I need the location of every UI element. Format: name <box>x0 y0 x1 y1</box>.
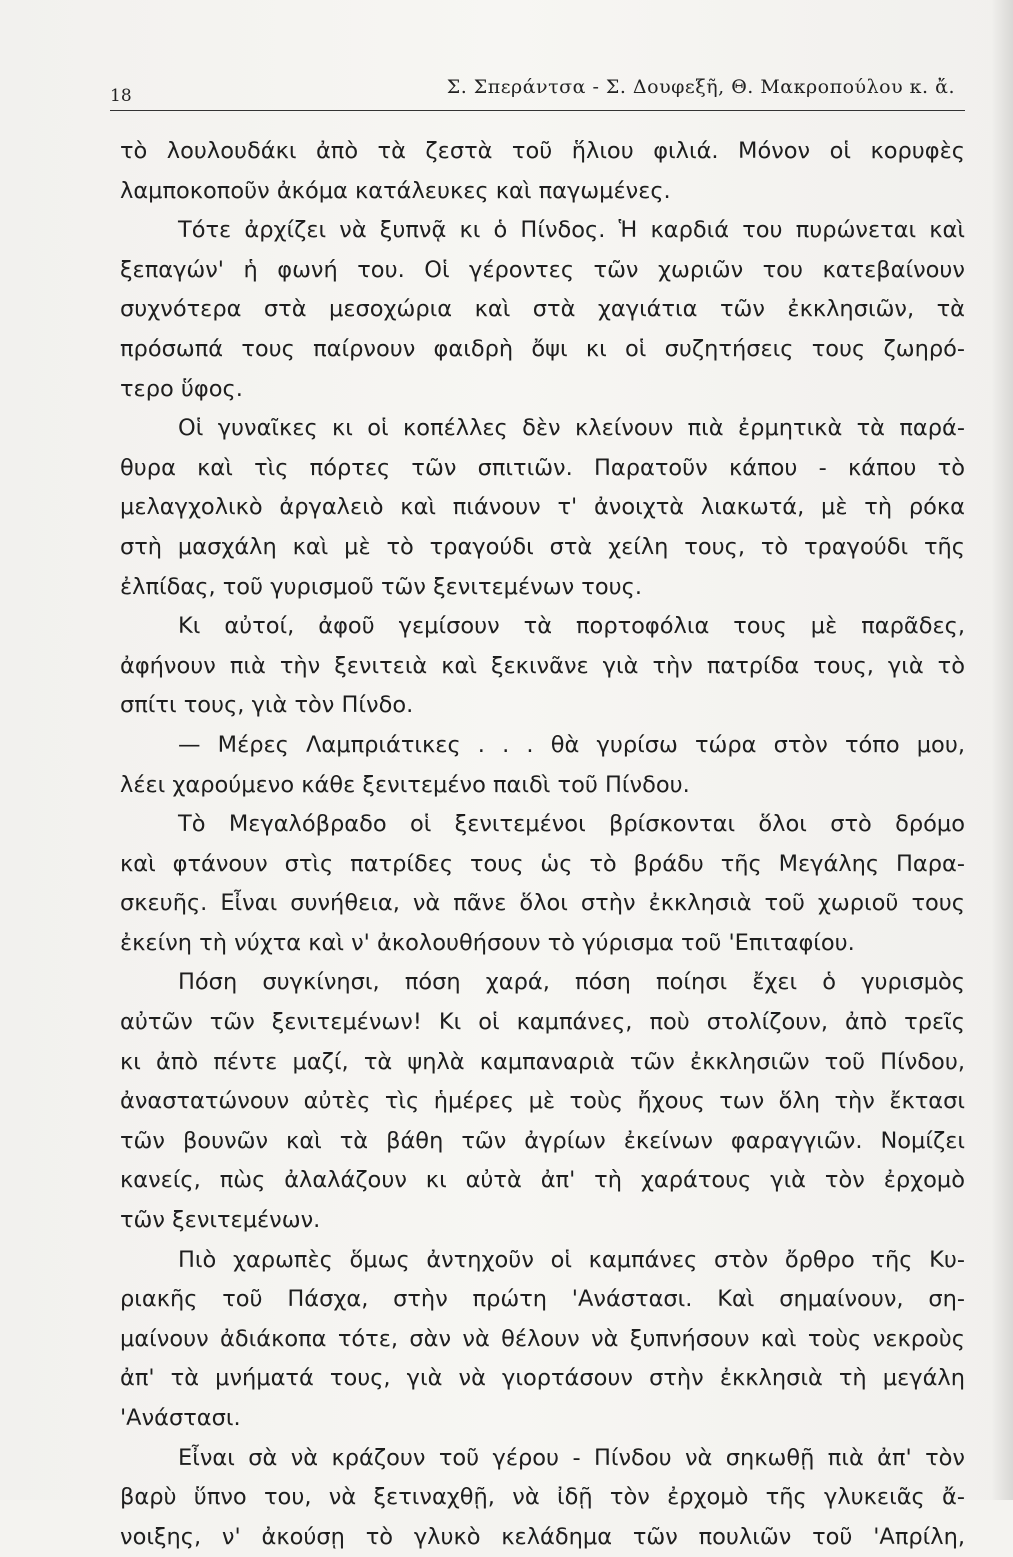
text-line: συχνότερα στὰ μεσοχώρια καὶ στὰ χαγιάτια τῶν ἐκκλησιῶν, τὰ <box>120 296 965 323</box>
text-line: θυρα καὶ τὶς πόρτες τῶν σπιτιῶν. Παρατοῦν κάπου - κάπου τὸ <box>120 454 965 481</box>
body-text <box>120 132 965 1557</box>
text-line: μαίνουν ἀδιάκοπα τότε, σὰν νὰ θέλουν νὰ ξυπνήσουν καὶ τοὺς νεκροὺς <box>120 1325 965 1352</box>
text-line: τερο ὕφος. <box>120 375 243 402</box>
text-line: κι ἀπὸ πέντε μαζί, τὰ ψηλὰ καμπαναριὰ τῶν ἐκκλησιῶν τοῦ Πίνδου, <box>120 1048 965 1075</box>
text-line: ἀφήνουν πιὰ τὴν ξενιτειὰ καὶ ξεκινᾶνε γιὰ τὴν πατρίδα τους, γιὰ τὸ <box>120 652 965 679</box>
text-line: 'Ανάστασι. <box>120 1405 241 1431</box>
text-line: σκευῆς. Εἶναι συνήθεια, νὰ πᾶνε ὅλοι στὴν ἐκκλησιὰ τοῦ χωριοῦ τους <box>120 890 965 917</box>
text-line: Πόση συγκίνησι, πόση χαρά, πόση ποίησι ἔχει ὁ γυρισμὸς <box>178 969 965 996</box>
text-line: λέει χαρούμενο κάθε ξενιτεμένο παιδὶ τοῦ Πίνδου. <box>120 771 690 798</box>
text-line: τῶν ξενιτεμένων. <box>120 1207 321 1234</box>
text-line: ἀπ' τὰ μνήματά τους, γιὰ νὰ γιορτάσουν στὴν ἐκκλησιὰ τὴ μεγάλη <box>120 1365 965 1392</box>
text-line: Εἶναι σὰ νὰ κράζουν τοῦ γέρου - Πίνδου νὰ σηκωθῇ πιὰ ἀπ' τὸν <box>178 1444 965 1471</box>
text-line: Τότε ἀρχίζει νὰ ξυπνᾷ κι ὁ Πίνδος. Ἡ καρδιά του πυρώνεται καὶ <box>178 217 965 244</box>
text-line: καὶ φτάνουν στὶς πατρίδες τους ὡς τὸ βράδυ τῆς Μεγάλης Παρα- <box>120 850 965 877</box>
text-line: πρόσωπά τους παίρνουν φαιδρὴ ὄψι κι οἱ συζητήσεις τους ζωηρό- <box>120 335 965 362</box>
text-line: Πιὸ χαρωπὲς ὅμως ἀντηχοῦν οἱ καμπάνες στὸν ὄρθρο τῆς Κυ- <box>178 1246 965 1273</box>
text-line: ξεπαγών' ἡ φωνή του. Οἱ γέροντες τῶν χωριῶν του κατεβαίνουν <box>120 256 965 283</box>
text-line: ἐκείνη τὴ νύχτα καὶ ν' ἀκολουθήσουν τὸ γύρισμα τοῦ 'Επιταφίου. <box>120 929 855 956</box>
text-line: τὸ λουλουδάκι ἀπὸ τὰ ζεστὰ τοῦ ἥλιου φιλιά. Μόνον οἱ κορυφὲς <box>120 138 965 164</box>
page-header <box>110 70 965 111</box>
text-line: ἐλπίδας, τοῦ γυρισμοῦ τῶν ξενιτεμένων τους. <box>120 573 642 600</box>
text-line: Οἱ γυναῖκες κι οἱ κοπέλλες δὲν κλείνουν πιὰ ἐρμητικὰ τὰ παρά- <box>178 415 965 442</box>
running-head: Σ. Σπεράντσα - Σ. Δουφεξῆ, Θ. Μακροπούλου κ. ἄ. <box>446 76 955 98</box>
text-line: τῶν βουνῶν καὶ τὰ βάθη τῶν ἀγρίων ἐκείνων φαραγγιῶν. Νομίζει <box>120 1127 965 1154</box>
page-number: 18 <box>110 86 132 106</box>
text-line: μελαγχολικὸ ἀργαλειὸ καὶ πιάνουν τ' ἀνοιχτὰ λιακωτά, μὲ τὴ ρόκα <box>120 494 965 521</box>
text-line: ἀναστατώνουν αὐτὲς τὶς ἡμέρες μὲ τοὺς ἤχους των ὅλη τὴν ἔκτασι <box>120 1088 965 1115</box>
text-line: στὴ μασχάλη καὶ μὲ τὸ τραγούδι στὰ χείλη τους, τὸ τραγούδι τῆς <box>120 533 965 560</box>
text-line: βαρὺ ὕπνο του, νὰ ξετιναχθῇ, νὰ ἰδῇ τὸν ἐρχομὸ τῆς γλυκειᾶς ἄ- <box>120 1484 965 1511</box>
text-line: νοιξης, ν' ἀκούσῃ τὸ γλυκὸ κελάδημα τῶν πουλιῶν τοῦ 'Απρίλη, <box>120 1523 965 1550</box>
text-line: σπίτι τους, γιὰ τὸν Πίνδο. <box>120 692 414 719</box>
text-line: λαμποκοποῦν ἀκόμα κατάλευκες καὶ παγωμένες. <box>120 177 671 204</box>
text-line: ριακῆς τοῦ Πάσχα, στὴν πρώτη 'Ανάστασι. Καὶ σημαίνουν, ση- <box>120 1286 965 1313</box>
text-line: Κι αὐτοί, ἀφοῦ γεμίσουν τὰ πορτοφόλια τους μὲ παρᾶδες, <box>178 613 965 640</box>
text-line: αὐτῶν τῶν ξενιτεμένων! Κι οἱ καμπάνες, ποὺ στολίζουν, ἀπὸ τρεῖς <box>120 1009 965 1036</box>
text-line: κανείς, πὼς ἀλαλάζουν κι αὐτὰ ἀπ' τὴ χαράτους γιὰ τὸν ἐρχομὸ <box>120 1167 965 1194</box>
text-line: Τὸ Μεγαλόβραδο οἱ ξενιτεμένοι βρίσκονται ὅλοι στὸ δρόμο <box>178 811 965 838</box>
page-edge-shadow <box>991 0 1013 1500</box>
text-line: — Μέρες Λαμπριάτικες . . . θὰ γυρίσω τώρα στὸν τόπο μου, <box>178 731 965 758</box>
